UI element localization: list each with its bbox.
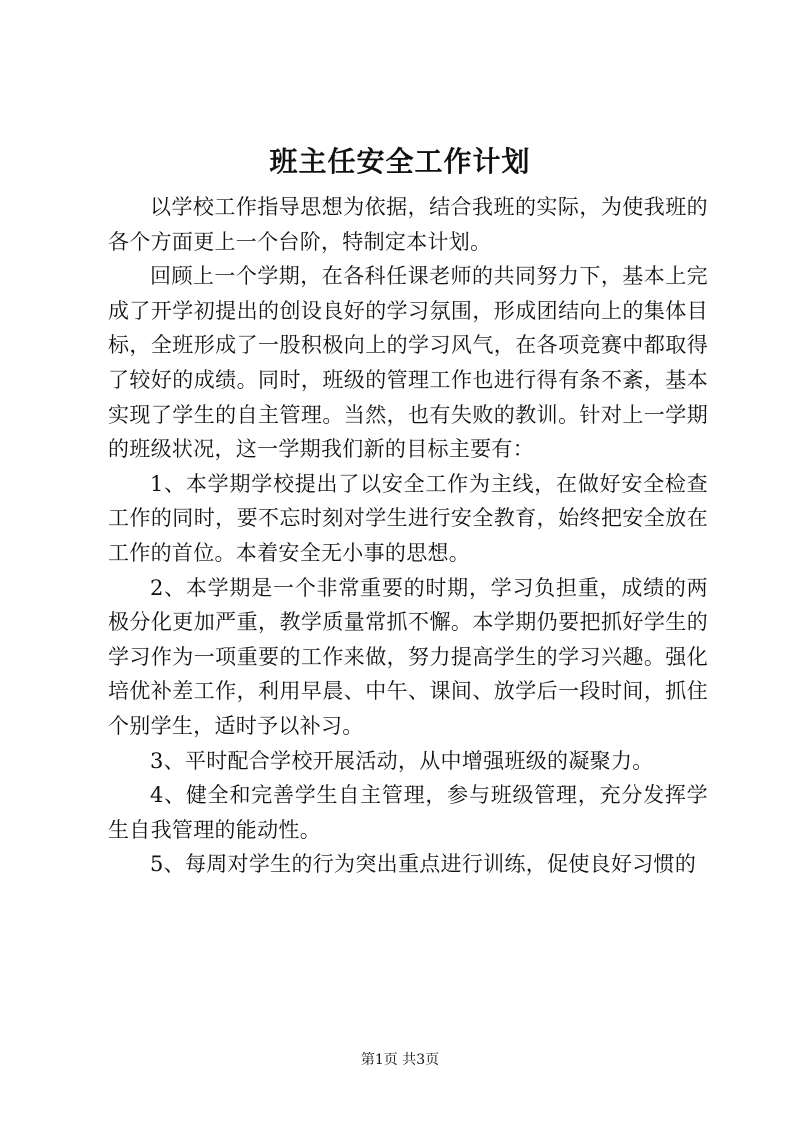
document-body [108,190,708,882]
document-title: 班主任安全工作计划 [269,145,531,178]
paragraph-item-3: 3、平时配合学校开展活动，从中增强班级的凝聚力。 [150,748,654,773]
paragraph-item-1: 1、本学期学校提出了以安全工作为主线，在做好安全检查工作的同时，要不忘时刻对学生进行安全教育，始终把安全放在工作的首位。本着安全无小事的思想。 [108,471,708,565]
paragraph-intro: 以学校工作指导思想为依据，结合我班的实际，为使我班的各个方面更上一个台阶，特制定本计划。 [108,195,708,254]
paragraph-item-4: 4、健全和完善学生自主管理，参与班级管理，充分发挥学生自我管理的能动性。 [108,783,708,842]
paragraph-review: 回顾上一个学期，在各科任课老师的共同努力下，基本上完成了开学初提出的创设良好的学习氛围，形成团结向上的集体目标，全班形成了一股积极向上的学习风气，在各项竞赛中都取得了较好的成绩。同时，班级的管理工作也进行得有条不紊，基本实现了学生的自主管理。当然，也有失败的教训。针对上一学期的班级状况，这一学期我们新的目标主要有： [108,264,708,462]
paragraph-item-2: 2、本学期是一个非常重要的时期，学习负担重，成绩的两极分化更加严重，教学质量常抓不懈。本学期仍要把抓好学生的学习作为一项重要的工作来做，努力提高学生的学习兴趣。强化培优补差工作，利用早晨、中午、课间、放学后一段时间，抓住个别学生，适时予以补习。 [108,575,708,738]
paragraph-item-5: 5、每周对学生的行为突出重点进行训练，促使良好习惯的 [150,852,697,877]
page-number-footer: 第1页 共3页 [360,1052,440,1068]
